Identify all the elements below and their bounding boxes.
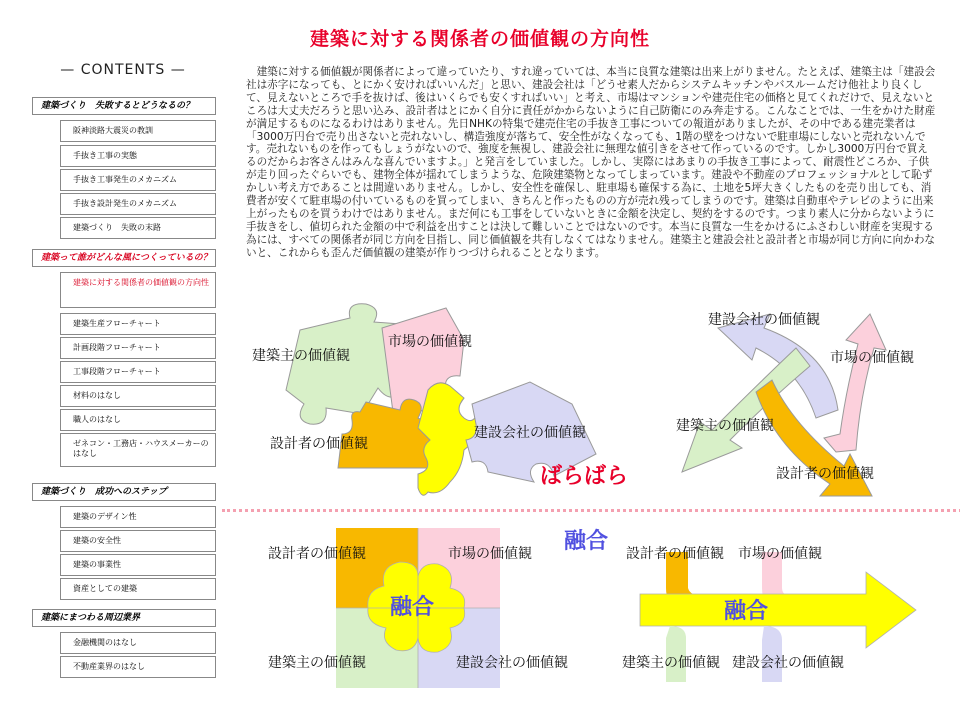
sidebar-item[interactable]: 職人のはなし — [60, 409, 216, 431]
label-contractor-arrow: 建設会社の価値観 — [732, 655, 844, 671]
label-designer-arrow: 設計者の価値観 — [626, 546, 724, 562]
label-fusion-heading: 融合 — [564, 529, 609, 554]
sidebar-item[interactable]: 建築のデザイン性 — [60, 506, 216, 528]
arrow-market — [824, 314, 886, 452]
sidebar-item[interactable]: ゼネコン・工務店・ハウスメーカーのはなし — [60, 433, 216, 467]
label-fusion-arrow: 融合 — [724, 599, 769, 624]
label-owner-scattered: 建築主の価値観 — [252, 348, 350, 364]
sidebar-item[interactable]: 建築の事業性 — [60, 554, 216, 576]
label-scattered: ばらばら — [540, 464, 629, 489]
fused-puzzle-diagram — [262, 528, 602, 718]
label-market-diverge: 市場の価値観 — [830, 350, 914, 366]
fused-arrow-diagram — [616, 528, 936, 718]
label-owner-diverge: 建築主の価値観 — [676, 418, 774, 434]
section-divider — [222, 509, 960, 512]
sidebar-item[interactable]: 建築の安全性 — [60, 530, 216, 552]
label-contractor-scattered: 建設会社の価値観 — [474, 425, 586, 441]
sidebar-item[interactable]: 計画段階フローチャート — [60, 337, 216, 359]
label-market-arrow: 市場の価値観 — [738, 546, 822, 562]
label-designer-scattered: 設計者の価値観 — [270, 436, 368, 452]
sidebar-item[interactable]: 阪神淡路大震災の教訓 — [60, 120, 216, 142]
sidebar-section-who-builds[interactable]: 建築って誰がどんな風につくっているの？ — [32, 249, 216, 267]
label-owner-fused: 建築主の価値観 — [268, 655, 366, 671]
label-contractor-fused: 建設会社の価値観 — [456, 655, 568, 671]
page-title: 建築に対する関係者の価値観の方向性 — [309, 28, 650, 50]
sidebar-item[interactable]: 金融機関のはなし — [60, 632, 216, 654]
sidebar-item[interactable]: 手抜き工事発生のメカニズム — [60, 169, 216, 191]
lane-contractor — [762, 626, 782, 682]
sidebar-item[interactable]: 建築づくり 失敗の末路 — [60, 217, 216, 239]
sidebar-item[interactable]: 工事段階フローチャート — [60, 361, 216, 383]
divergent-arrows-diagram — [660, 300, 930, 500]
label-contractor-diverge: 建設会社の価値観 — [708, 312, 820, 328]
contents-heading: — CONTENTS — — [60, 62, 186, 78]
sidebar-item[interactable]: 資産としての建築 — [60, 578, 216, 600]
sidebar-section-success[interactable]: 建築づくり 成功へのステップ — [32, 483, 216, 501]
arrow-owner — [682, 348, 810, 472]
label-fusion-puzzle: 融合 — [390, 595, 435, 620]
label-market-scattered: 市場の価値観 — [388, 334, 472, 350]
sidebar-item-current[interactable]: 建築に対する関係者の価値観の方向性 — [60, 272, 216, 308]
sidebar-item[interactable]: 材料のはなし — [60, 385, 216, 407]
body-paragraph: 建築に対する価値観が関係者によって違っていたり、すれ違っていては、本当に良質な建築は出来上がりません。たとえば、建築主は「建設会社は赤字になっても、とにかく安ければいいんだ」と思い、建設会社は「どうせ素人だからシステムキッチンやバスルームだけ他社より良くして、見えないところで手を抜けば、後はいくらでも安くすればいい」と考え、市場はマンションや建売住宅の価格と見てくれだけで、見えないところは大丈夫だろうと思い込み、設計者はとにかく自分に責任がかからないように自己防衛にのみ奔走する。こんなことでは、一生をかけた財産が満足するものになるわけはありません。先日NHKの特集で建売住宅の手抜き工事についての報道がありましたが、その中である建売業者は「3000万円台で売り出さないと売れないし、構造強度が落ちて、安全性がなくなっても、1階の壁をつけないで駐車場にしないと売れないんです。売れないものを作ってもしょうがないので、強度を無視し、建設会社に無理な値引きをさせて作っているのです。しかし3000万円台で買えるのだからお客さんはみんな喜んでいますよ。」と発言をしていました。しかし、実際にはあまりの手抜き工事によって、耐震性どころか、子供が走り回ったぐらいでも、建物全体が揺れてしまうような、危険建築物となってしまっています。建設や不動産のプロフェッショナルとして恥ずかしい考え方であることは間違いありません。しかし、安全性を確保し、駐車場も確保する為に、土地を5坪大きくしたものを売り出しても、消費者が安くて駐車場の付いているものを買ってしまい、きちんと作ったものの方が売れ残ってしまうのです。建築は自動車やテレビのように出来上がったものを買うわけではありません。まだ何にも工事をしていないときに金額を決定し、契約をするのです。つまり素人に分からないように手抜きをし、値切られた金額の中で利益を出すことは決して難しいことではないのです。本当に良質な一生をかけるにふさわしい財産を実現する為には、すべての関係者が同じ方向を目指し、同じ価値観を共有しなくてはなりません。建築主と建設会社と設計者と市場が同じ方向に向かわないと、これからも歪んだ価値観の建築が作りつづけられることとなります。 — [246, 66, 936, 259]
label-designer-fused: 設計者の価値観 — [268, 546, 366, 562]
sidebar-item[interactable]: 手抜き設計発生のメカニズム — [60, 193, 216, 215]
label-designer-diverge: 設計者の価値観 — [776, 466, 874, 482]
sidebar-item[interactable]: 不動産業界のはなし — [60, 656, 216, 678]
sidebar-item[interactable]: 建築生産フローチャート — [60, 313, 216, 335]
sidebar-item[interactable]: 手抜き工事の実態 — [60, 145, 216, 167]
sidebar-section-failure[interactable]: 建築づくり 失敗するとどうなるの？ — [32, 97, 216, 115]
label-market-fused: 市場の価値観 — [448, 546, 532, 562]
scattered-puzzle-diagram — [250, 300, 629, 515]
lane-owner — [666, 626, 686, 682]
sidebar-section-peripheral[interactable]: 建築にまつわる周辺業界 — [32, 609, 216, 627]
label-owner-arrow: 建築主の価値観 — [622, 655, 720, 671]
